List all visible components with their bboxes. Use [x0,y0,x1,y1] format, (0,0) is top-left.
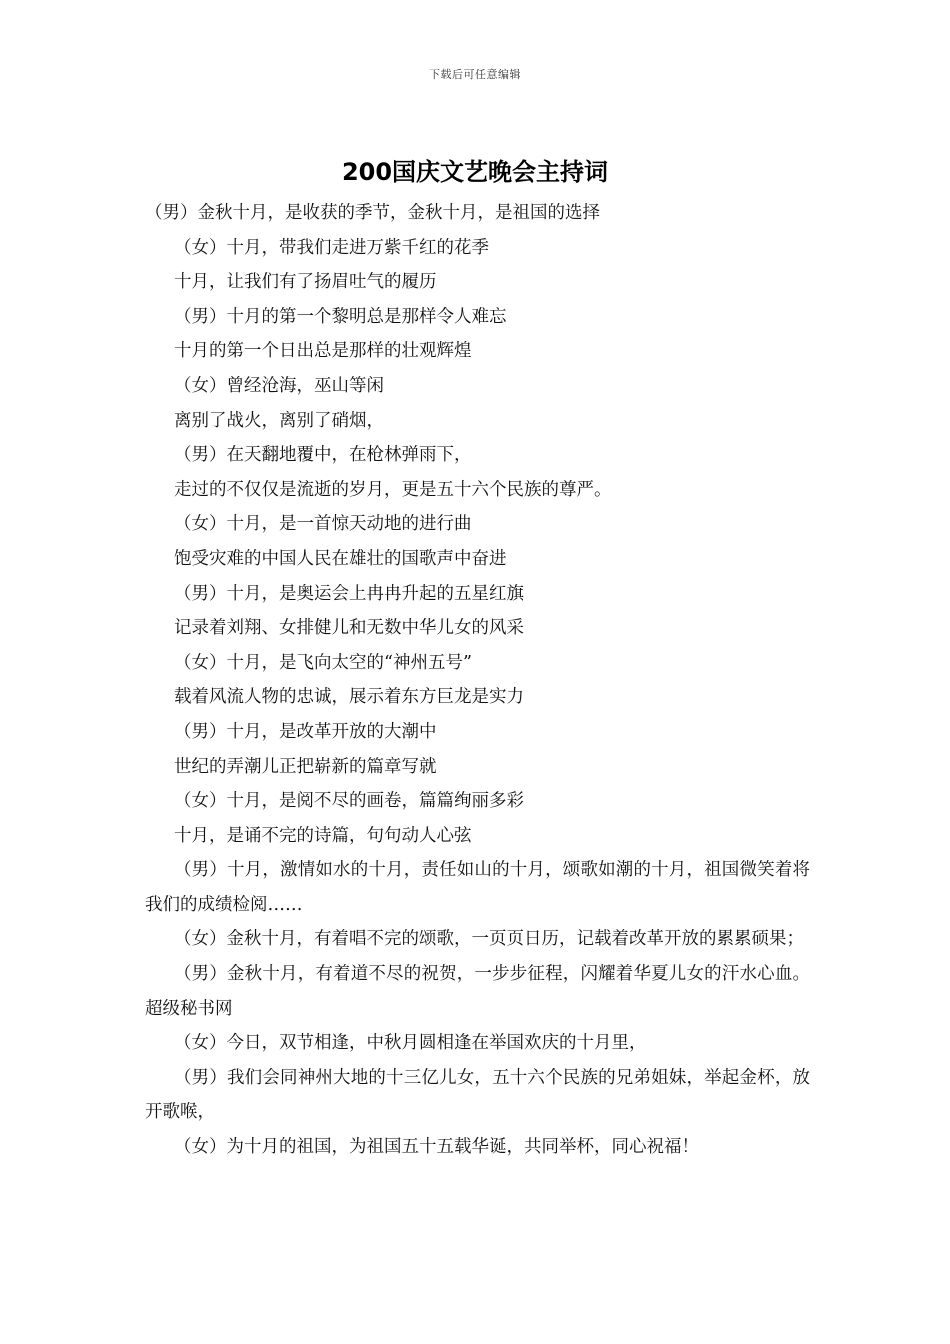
text-paragraph: （女）为十月的祖国，为祖国五十五载华诞，共同举杯，同心祝福！ [174,1137,699,1158]
text-line: （男）在天翻地覆中，在枪林弹雨下， [174,445,472,466]
text-line: （女）曾经沧海，巫山等闲 [174,375,384,396]
text-line: 十月，是诵不完的诗篇，句句动人心弦 [174,825,472,846]
text-paragraph: （男）金秋十月，有着道不尽的祝贺，一步步征程，闪耀着华夏儿女的汗水心血。超级秘书网 [145,964,810,1019]
text-line: 载着风流人物的忠诚，展示着东方巨龙是实力 [174,687,524,708]
text-line: 记录着刘翔、女排健儿和无数中华儿女的风采 [174,618,524,639]
text-paragraph: （男）我们会同神州大地的十三亿儿女，五十六个民族的兄弟姐妹，举起金杯，放开歌喉， [145,1067,810,1123]
text-line: 世纪的弄潮儿正把崭新的篇章写就 [174,756,437,777]
text-line: 离别了战火，离别了硝烟， [174,410,384,431]
text-line: 十月，让我们有了扬眉吐气的履历 [174,272,437,293]
text-line: （女）十月，带我们走进万紫千红的花季 [174,237,489,258]
text-line: （男）十月的第一个黎明总是那样令人难忘 [174,306,507,327]
document-body [145,196,810,1165]
text-line: （男）十月，是奥运会上冉冉升起的五星红旗 [174,583,524,604]
text-line: （女）十月，是一首惊天动地的进行曲 [174,514,472,535]
text-line: 饱受灾难的中国人民在雄壮的国歌声中奋进 [174,548,507,569]
text-line: （女）十月，是阅不尽的画卷，篇篇绚丽多彩 [174,791,524,812]
document-title: 200国庆文艺晚会主持词 [341,158,609,186]
header-note: 下载后可任意编辑 [429,68,521,81]
text-paragraph: （男）十月，激情如水的十月，责任如山的十月，颂歌如潮的十月，祖国微笑着将我们的成绩检阅…… [145,860,810,915]
text-paragraph: （女）今日，双节相逢，中秋月圆相逢在举国欢庆的十月里， [174,1033,647,1054]
text-paragraph: （女）金秋十月，有着唱不完的颂歌，一页页日历，记载着改革开放的累累硕果； [174,929,804,950]
text-line: （男）十月，是改革开放的大潮中 [174,721,437,742]
text-line: （男）金秋十月，是收获的季节，金秋十月，是祖国的选择 [145,203,600,223]
text-line: 十月的第一个日出总是那样的壮观辉煌 [174,341,472,362]
text-line: （女）十月，是飞向太空的“神州五号” [174,652,472,673]
text-line: 走过的不仅仅是流逝的岁月，更是五十六个民族的尊严。 [174,479,612,500]
